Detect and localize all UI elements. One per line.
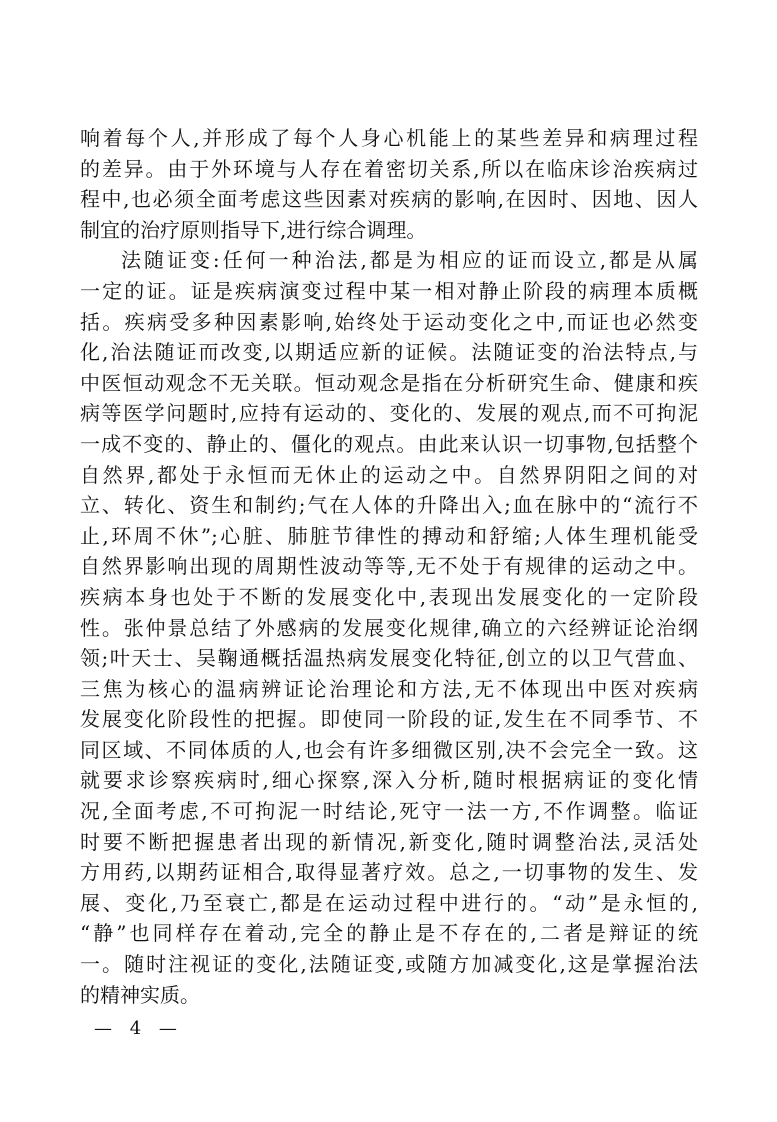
page-body-text bbox=[80, 123, 698, 1010]
text-line: “静”也同样存在着动,完全的静止是不存在的,二者是辩证的统 bbox=[80, 921, 698, 946]
text-line: 自然界影响出现的周期性波动等等,无不处于有规律的运动之中。 bbox=[80, 554, 698, 579]
text-line: 发展变化阶段性的把握。即使同一阶段的证,发生在不同季节、不 bbox=[80, 707, 698, 732]
text-line: 响着每个人,并形成了每个人身心机能上的某些差异和病理过程 bbox=[80, 126, 698, 150]
paragraph-start-line: 法随证变:任何一种治法,都是为相应的证而设立,都是从属 bbox=[121, 248, 698, 273]
text-line: 三焦为核心的温病辨证论治理论和方法,无不体现出中医对疾病 bbox=[80, 676, 698, 701]
text-line: 止,环周不休”;心脏、肺脏节律性的搏动和舒缩;人体生理机能受 bbox=[80, 523, 698, 548]
text-line: 制宜的治疗原则指导下,进行综合调理。 bbox=[80, 217, 427, 242]
text-line: 的精神实质。 bbox=[80, 982, 200, 1007]
text-line: 病等医学问题时,应持有运动的、变化的、发展的观点,而不可拘泥 bbox=[80, 401, 698, 426]
text-line: 一。随时注视证的变化,法随证变,或随方加减变化,这是掌握治法 bbox=[80, 952, 698, 977]
page-number: — 4 — bbox=[94, 1018, 183, 1039]
text-line: 一成不变的、静止的、僵化的观点。由此来认识一切事物,包括整个 bbox=[80, 431, 698, 456]
text-line: 展、变化,乃至衰亡,都是在运动过程中进行的。“动”是永恒的, bbox=[80, 890, 698, 915]
text-line: 领;叶天士、吴鞠通概括温热病发展变化特征,创立的以卫气营血、 bbox=[80, 646, 698, 671]
text-line: 疾病本身也处于不断的发展变化中,表现出发展变化的一定阶段 bbox=[80, 584, 698, 609]
text-line: 括。疾病受多种因素影响,始终处于运动变化之中,而证也必然变 bbox=[80, 309, 698, 334]
text-line: 化,治法随证而改变,以期适应新的证候。法随证变的治法特点,与 bbox=[80, 340, 698, 365]
text-line: 时要不断把握患者出现的新情况,新变化,随时调整治法,灵活处 bbox=[80, 829, 698, 854]
text-line: 自然界,都处于永恒而无休止的运动之中。自然界阴阳之间的对 bbox=[80, 462, 698, 487]
text-line: 一定的证。证是疾病演变过程中某一相对静止阶段的病理本质概 bbox=[80, 278, 698, 303]
text-line: 就要求诊察疾病时,细心探察,深入分析,随时根据病证的变化情 bbox=[80, 768, 698, 793]
text-line: 程中,也必须全面考虑这些因素对疾病的影响,在因时、因地、因人 bbox=[80, 187, 698, 212]
text-line: 同区域、不同体质的人,也会有许多细微区别,决不会完全一致。这 bbox=[80, 737, 698, 762]
text-line: 中医恒动观念不无关联。恒动观念是指在分析研究生命、健康和疾 bbox=[80, 370, 698, 395]
text-line: 的差异。由于外环境与人存在着密切关系,所以在临床诊治疾病过 bbox=[80, 156, 698, 181]
text-line: 性。张仲景总结了外感病的发展变化规律,确立的六经辨证论治纲 bbox=[80, 615, 698, 640]
text-line: 方用药,以期药证相合,取得显著疗效。总之,一切事物的发生、发 bbox=[80, 860, 698, 885]
text-line: 况,全面考虑,不可拘泥一时结论,死守一法一方,不作调整。临证 bbox=[80, 799, 698, 824]
text-line: 立、转化、资生和制约;气在人体的升降出入;血在脉中的“流行不 bbox=[80, 493, 698, 518]
